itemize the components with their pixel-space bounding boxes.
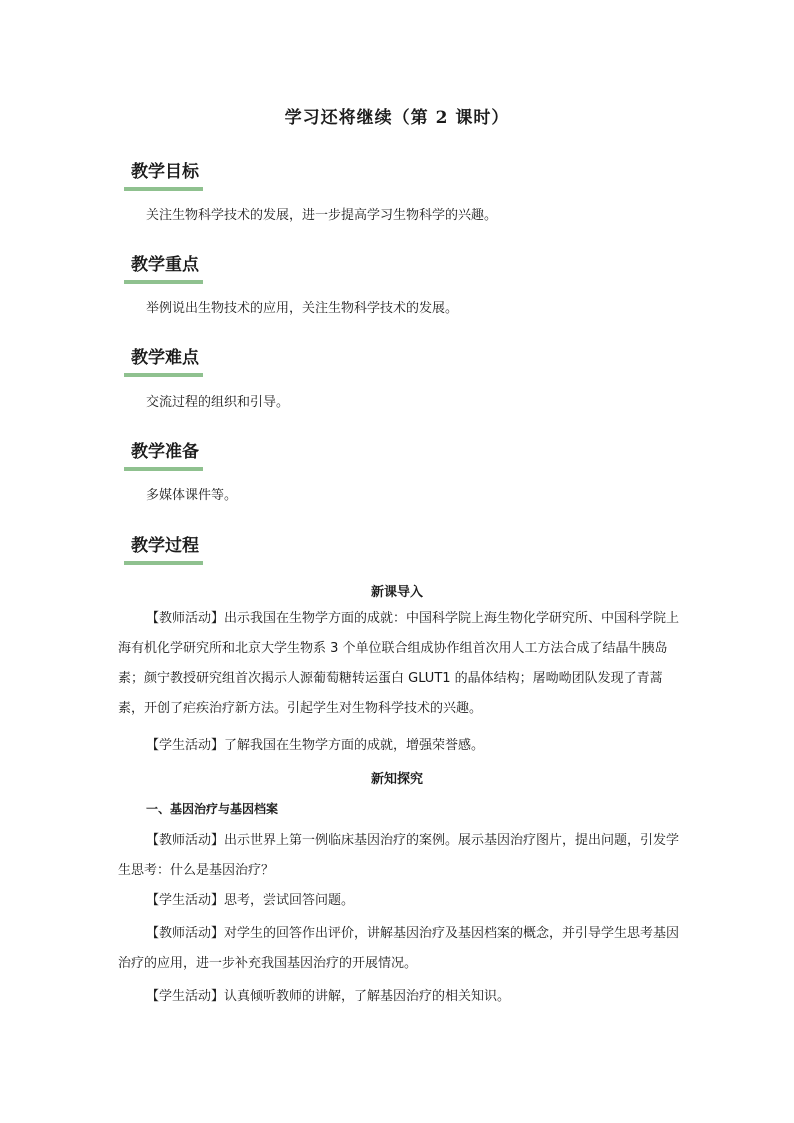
heading-teaching-key: 教学重点 (124, 252, 203, 284)
intro-title: 新课导入 (370, 585, 423, 600)
heading-teaching-difficulty: 教学难点 (124, 345, 203, 377)
goal-text: 关注生物科学技术的发展，进一步提高学习生物科学的兴趣。 (146, 208, 498, 223)
difficulty-text: 交流过程的组织和引导。 (146, 395, 290, 410)
explore-teacher-activity-1: 【教师活动】出示世界上第一例临床基因治疗的案例。展示基因治疗图片，提出问题，引发学生思考：什么是基因治疗？ (118, 833, 680, 878)
explore-student-activity-1: 【学生活动】思考，尝试回答问题。 (146, 893, 355, 908)
explore-subtitle: 一、基因治疗与基因档案 (146, 802, 279, 816)
explore-teacher-activity-2: 【教师活动】对学生的回答作出评价，讲解基因治疗及基因档案的概念，并引导学生思考基因治疗的应用，进一步补充我国基因治疗的开展情况。 (118, 926, 680, 971)
intro-teacher-activity: 【教师活动】出示我国在生物学方面的成就：中国科学院上海生物化学研究所、中国科学院上海有机化学研究所和北京大学生物系 3 个单位联合组成协作组首次用人工方法合成了结晶牛胰岛素；颜宁教授研究组首次揭示人源葡萄糖转运蛋白 GLUT1 的晶体结构；屠呦呦团队发现了青蒿素，开创了疟疾治疗新方法。引起学生对生物科学技术的兴趣。 (118, 611, 680, 716)
key-text: 举例说出生物技术的应用，关注生物科学技术的发展。 (146, 301, 459, 316)
explore-student-activity-2: 【学生活动】认真倾听教师的讲解，了解基因治疗的相关知识。 (146, 989, 511, 1004)
intro-student-activity: 【学生活动】了解我国在生物学方面的成就，增强荣誉感。 (146, 738, 485, 753)
prep-text: 多媒体课件等。 (146, 488, 238, 503)
heading-teaching-prep: 教学准备 (124, 439, 203, 471)
heading-teaching-goal: 教学目标 (124, 159, 203, 191)
explore-title: 新知探究 (370, 772, 423, 787)
page-title: 学习还将继续（第 2 课时） (284, 108, 510, 128)
heading-teaching-process: 教学过程 (124, 533, 203, 565)
